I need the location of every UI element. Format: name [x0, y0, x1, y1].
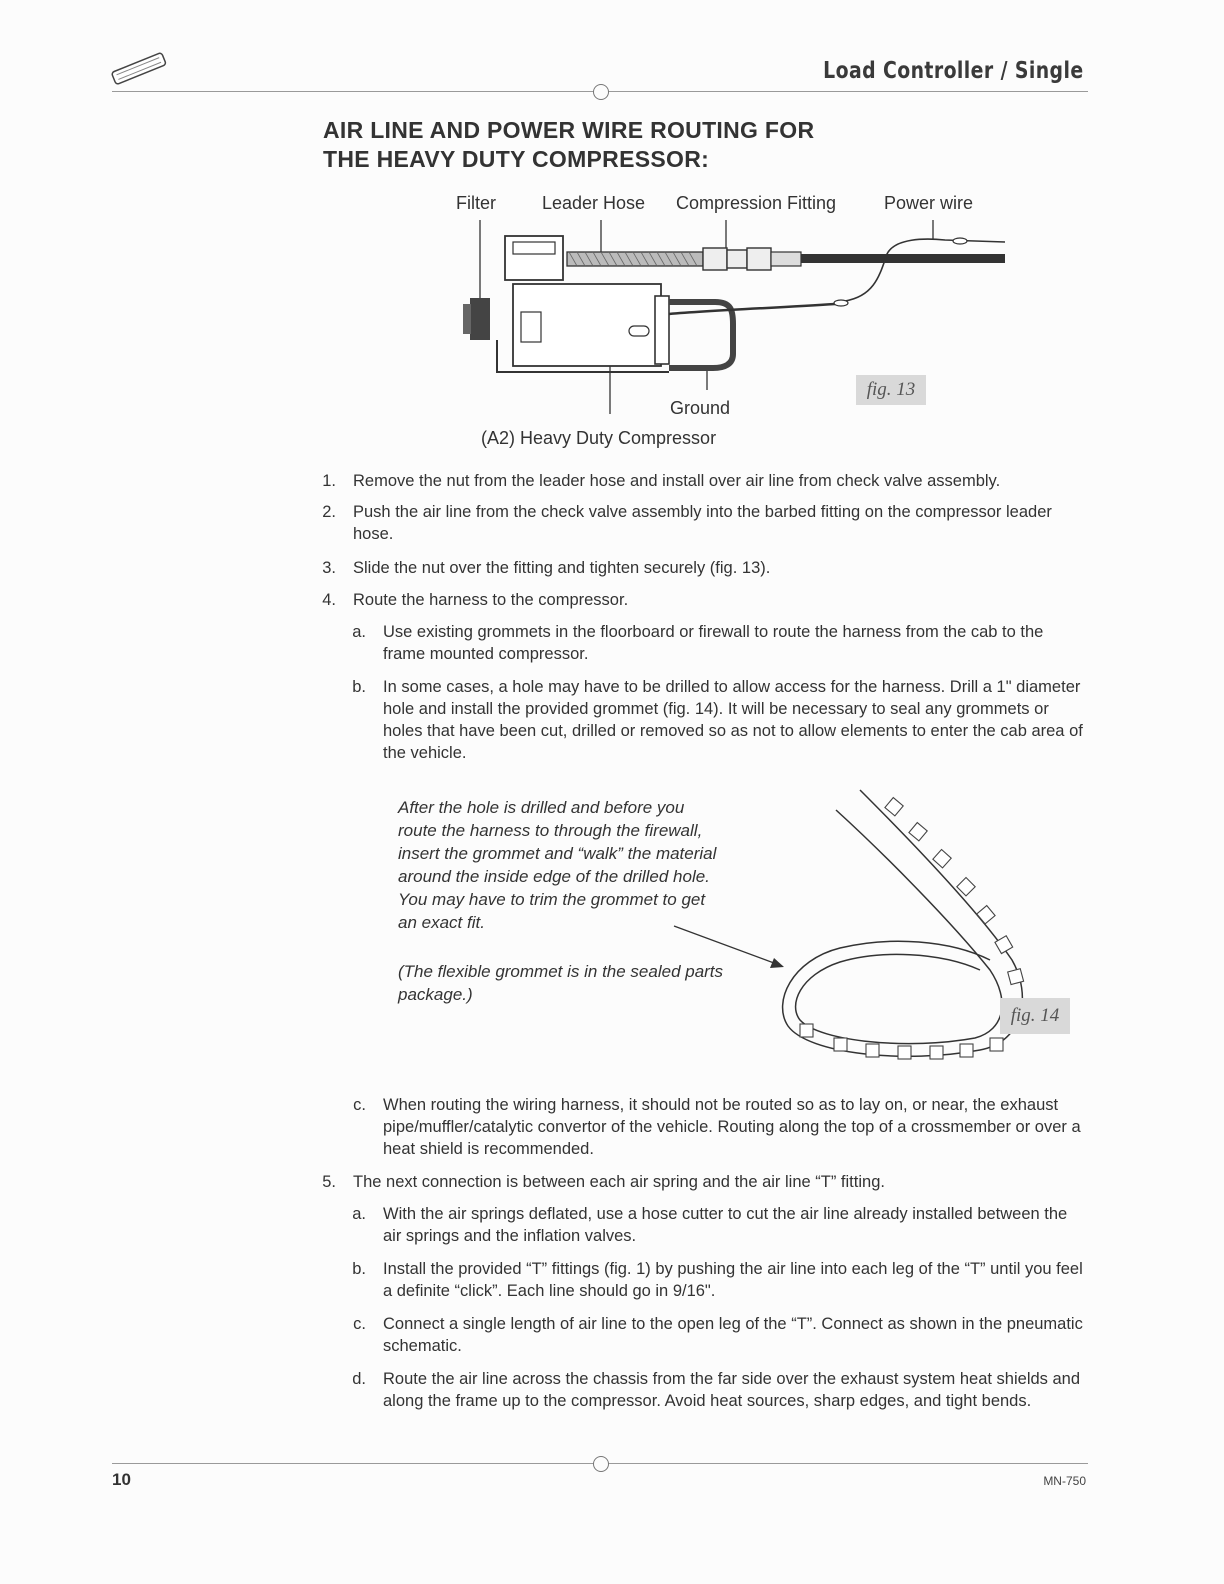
fig13-tag: fig. 13	[856, 375, 926, 405]
heading-line-2: THE HEAVY DUTY COMPRESSOR:	[323, 146, 710, 172]
compressor-diagram	[455, 214, 1015, 419]
fig14-tag: fig. 14	[1000, 998, 1070, 1034]
header-title: Load Controller / Single	[823, 58, 1084, 84]
label-ground: Ground	[670, 398, 731, 418]
brand-logo	[108, 52, 170, 91]
label-compressor: (A2) Heavy Duty Compressor	[481, 428, 717, 448]
page-number: 10	[112, 1470, 131, 1489]
grommet-package-note: (The flexible grommet is in the sealed parts package.)	[398, 962, 724, 1004]
grommet-note: After the hole is drilled and before you route the harness to through the firewall, insert the grommet and “walk” the material around the inside edge of the drilled hole. You may have to trim the grommet to get an exact fit.	[398, 798, 717, 932]
document-code: MN-750	[1043, 1474, 1086, 1488]
label-filter: Filter	[456, 193, 496, 213]
section-heading	[323, 116, 814, 174]
label-compression-fitting: Compression Fitting	[676, 193, 837, 213]
label-leader-hose: Leader Hose	[542, 193, 646, 213]
header-rule-circle	[593, 84, 609, 100]
heading-line-1: AIR LINE AND POWER WIRE ROUTING FOR	[323, 117, 815, 143]
label-power-wire: Power wire	[884, 193, 974, 213]
footer-rule-circle	[593, 1456, 609, 1472]
